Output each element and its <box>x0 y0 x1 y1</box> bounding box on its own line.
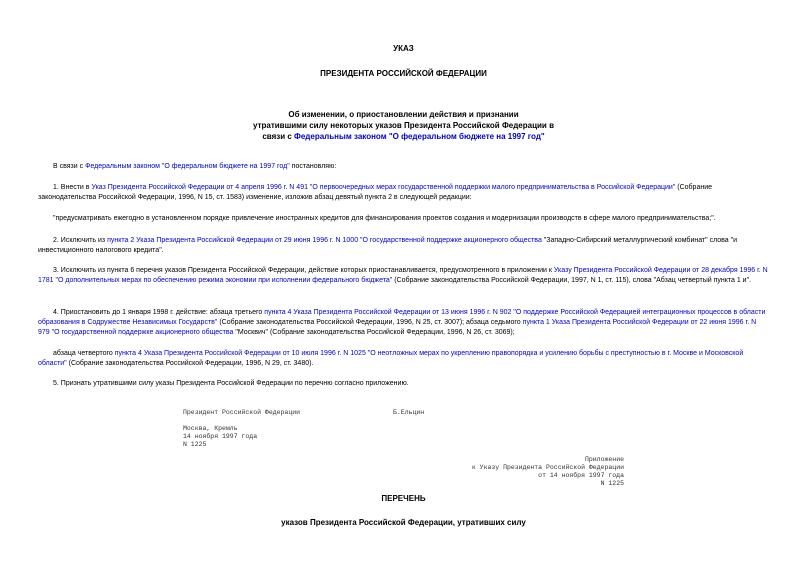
paragraph-1: 1. Внести в Указ Президента Российской Федерации от 4 апреля 1996 г. N 491 "О первоочередных мерах государственной поддержки малого предпринимательства в Российской Федерации" (Собрание законодательства Российской Федерации, 1996, N 15, ст. 1583) изменение, изложив абзац девятый пункта 2 в следующей редакции: <box>38 184 713 201</box>
signature-number: N 1225 <box>183 441 207 448</box>
preamble: В связи с Федеральным законом "О федеральном бюджете на 1997 год" постановляю: <box>53 163 337 170</box>
signature-date: 14 ноября 1997 года <box>183 433 258 440</box>
appendix-line-2: к Указу Президента Российской Федерации <box>471 464 624 471</box>
signature-place: Москва, Кремль <box>183 425 238 432</box>
signature-position: Президент Российской Федерации <box>183 409 301 416</box>
heading-line-1: Об изменении, о приостановлении действия и признании <box>288 110 519 119</box>
signature-name: Б.Ельцин <box>393 409 425 416</box>
decree-491-link[interactable]: Указ Президента Российской Федерации от 4 апреля 1996 г. N 491 "О первоочередных мерах государственной поддержки малого предпринимательства в Российской Федерации" <box>91 184 676 191</box>
heading-line-2: утратившими силу некоторых указов Президента Российской Федерации в <box>253 121 554 130</box>
decree-1781-link[interactable]: Указу Президента Российской Федерации от 28 декабря 1996 г. N 1781 "О дополнительных мерах по обеспечению режима экономии при исполнении федерального бюджета" <box>38 267 768 284</box>
paragraph-4-continued: абзаца четвертого пункта 4 Указа Президента Российской Федерации от 10 июля 1996 г. N 1025 "О неотложных мерах по укреплению правопорядка и усилению борьбы с преступностью в г. Москве и Московской области" (Собрание законодательства Российской Федерации, 1996, N 29, ст. 3480). <box>38 350 744 367</box>
appendix-line-1: Приложение <box>584 456 624 463</box>
paragraph-3: 3. Исключить из пункта 6 перечня указов Президента Российской Федерации, действие которых приостанавливается, предусмотренного в приложении к Указу Президента Российской Федерации от 28 декабря 1996 г. N 1781 "О дополнительных мерах по обеспечению режима экономии при исполнении федерального бюджета" (Собрание законодательства Российской Федерации, 1997, N 1, ст. 115), слова "Абзац четвертый пункта 1 и". <box>38 267 768 284</box>
heading-line-3: связи с Федеральным законом "О федеральном бюджете на 1997 год" <box>262 132 545 141</box>
list-title: ПЕРЕЧЕНЬ <box>381 494 426 503</box>
paragraph-1-quote: "предусматривать ежегодно в установленном порядке привлечение иностранных кредитов для финансирования проектов создания и модернизации производств в сфере малого предпринимательства;". <box>53 215 716 222</box>
paragraph-2: 2. Исключить из пункта 2 Указа Президента Российской Федерации от 29 июня 1996 г. N 1000 "О государственной поддержке акционерного общества "Западно-Сибирский металлургический комбинат" слова "и инвестиционного налогового кредита". <box>38 237 738 254</box>
list-subtitle: указов Президента Российской Федерации, утративших силу <box>281 518 526 527</box>
appendix-line-4: N 1225 <box>600 480 624 487</box>
decree-979-link[interactable]: пункта 1 Указа Президента Российской Федерации от 22 июня 1996 г. N 979 "О государственной поддержке акционерного общества <box>38 319 757 336</box>
decree-1000-link[interactable]: пункта 2 Указа Президента Российской Федерации от 29 июня 1996 г. N 1000 "О государственной поддержке акционерного общества <box>107 237 542 244</box>
paragraph-4: 4. Приостановить до 1 января 1998 г. действие: абзаца третьего пункта 4 Указа Президента Российской Федерации от 13 июня 1996 г. N 902 "О поддержке Российской Федерацией интеграционных процессов в области образования в Содружестве Независимых Государств" (Собрание законодательства Российской Федерации, 1996, N 25, ст. 3007); абзаца седьмого пункта 1 Указа Президента Российской Федерации от 22 июня 1996 г. N 979 "О государственной поддержке акционерного общества "Москвич" (Собрание законодательства Российской Федерации, 1996, N 26, ст. 3069); <box>38 309 766 336</box>
heading-law-link[interactable]: Федеральным законом "О федеральном бюджете на 1997 год" <box>294 132 545 141</box>
preamble-law-link[interactable]: Федеральным законом "О федеральном бюджете на 1997 год" <box>85 163 290 170</box>
decree-902-link[interactable]: пункта 4 Указа Президента Российской Федерации от 13 июня 1996 г. N 902 "О поддержке Российской Федерацией интеграционных процессов в области образования в Содружестве Независимых Государств" <box>38 309 766 326</box>
document-subtitle: ПРЕЗИДЕНТА РОССИЙСКОЙ ФЕДЕРАЦИИ <box>320 69 487 78</box>
decree-1025-link[interactable]: пункта 4 Указа Президента Российской Федерации от 10 июля 1996 г. N 1025 "О неотложных мерах по укреплению правопорядка и усилению борьбы с преступностью в г. Москве и Московской области" <box>38 350 744 367</box>
appendix-line-3: от 14 ноября 1997 года <box>538 472 624 479</box>
document-title: УКАЗ <box>393 44 414 53</box>
paragraph-5: 5. Признать утратившими силу указы Президента Российской Федерации по перечню согласно приложению. <box>53 380 409 387</box>
